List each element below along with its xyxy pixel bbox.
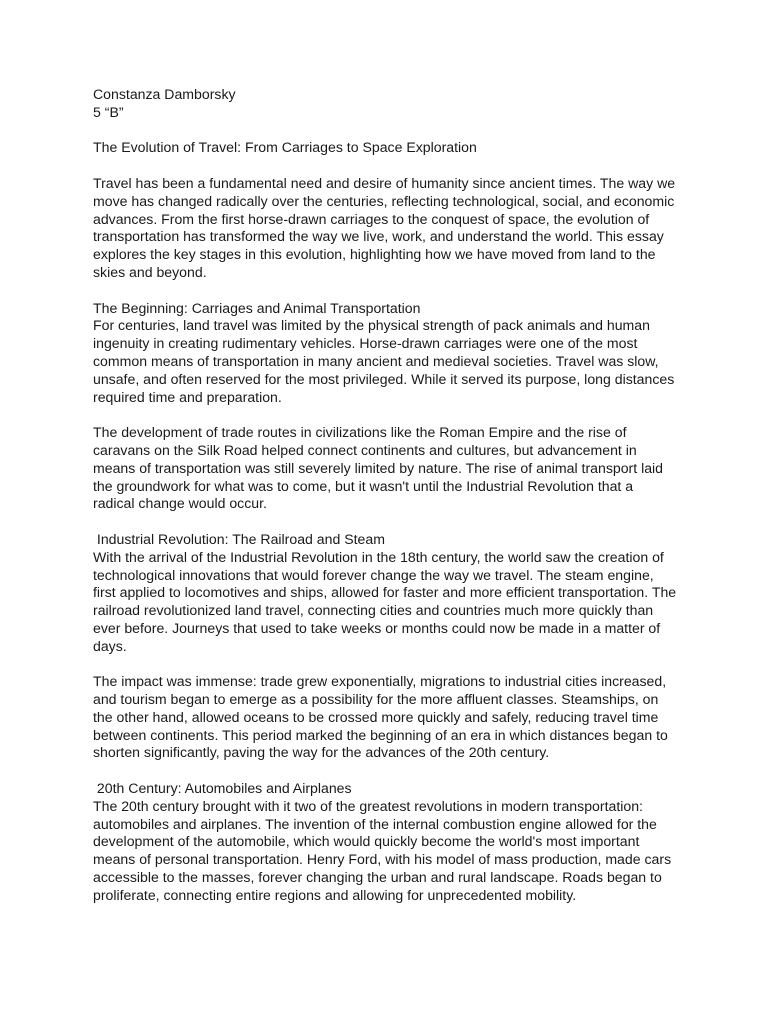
spacer (93, 406, 678, 424)
body-paragraph: For centuries, land travel was limited by the physical strength of pack animals and human ingenuity in creating rudimentary vehicles. Horse-drawn carriages were one of the most common means of transportation in many ancient and medieval societies. Travel was slow, unsafe, and often reserved for the most privileged. While it served its purpose, long distances required time and preparation. (93, 317, 675, 405)
section-heading-industrial-revolution: Industrial Revolution: The Railroad and Steam (93, 530, 385, 547)
spacer (93, 282, 678, 300)
spacer (93, 656, 678, 674)
body-paragraph: The 20th century brought with it two of the greatest revolutions in modern transportation: automobiles and airplanes. The invention of the internal combustion engine allowed for the development of the automobile, which would quickly become the world's most important means of personal transportation. Henry Ford, with his model of mass production, made cars accessible to the masses, forever changing the urban and rural landscape. Roads began to proliferate, connecting entire regions and allowing for unprecedented mobility. (93, 797, 672, 903)
grade-label: 5 “B” (93, 103, 124, 120)
document-page (93, 86, 678, 905)
author-name: Constanza Damborsky (93, 86, 236, 102)
spacer (93, 122, 678, 140)
section-heading-20th-century: 20th Century: Automobiles and Airplanes (93, 780, 352, 797)
section-heading-beginning: The Beginning: Carriages and Animal Transportation (93, 299, 421, 316)
spacer (93, 157, 678, 175)
essay-title: The Evolution of Travel: From Carriages to Space Exploration (93, 139, 477, 156)
body-paragraph: With the arrival of the Industrial Revolution in the 18th century, the world saw the creation of technological innovations that would forever change the way we travel. The steam engine, first applied to locomotives and ships, allowed for faster and more efficient transportation. The railroad revolutionized land travel, connecting cities and countries much more quickly than ever before. Journeys that used to take weeks or months could now be made in a matter of days. (93, 548, 677, 654)
body-paragraph: The impact was immense: trade grew exponentially, migrations to industrial cities increased, and tourism began to emerge as a possibility for the more affluent classes. Steamships, on the other hand, allowed oceans to be crossed more quickly and safely, reducing travel time between continents. This period marked the beginning of an era in which distances began to shorten significantly, paving the way for the advances of the 20th century. (93, 673, 668, 761)
spacer (93, 762, 678, 780)
body-paragraph: The development of trade routes in civilizations like the Roman Empire and the rise of caravans on the Silk Road helped connect continents and cultures, but advancement in means of transportation was still severely limited by nature. The rise of animal transport laid the groundwork for what was to come, but it wasn't until the Industrial Revolution that a radical change would occur. (93, 424, 664, 512)
spacer (93, 513, 678, 531)
intro-paragraph: Travel has been a fundamental need and desire of humanity since ancient times. The way we move has changed radically over the centuries, reflecting technological, social, and economic advances. From the first horse-drawn carriages to the conquest of space, the evolution of transportation has transformed the way we live, work, and understand the world. This essay explores the key stages in this evolution, highlighting how we have moved from land to the skies and beyond. (93, 174, 676, 280)
